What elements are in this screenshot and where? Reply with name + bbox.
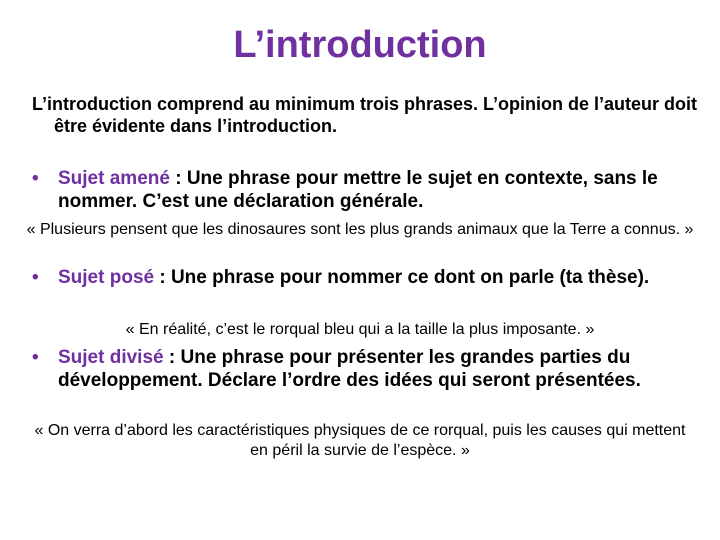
bullet-text: : Une phrase pour présenter les grandes parties du développement. Déclare l’ordre des idées qui seront présentées. xyxy=(58,347,641,391)
slide-title: L’introduction xyxy=(233,24,487,66)
intro-paragraph: L’introduction comprend au minimum trois phrases. L’opinion de l’auteur doit être évidente dans l’introduction. xyxy=(32,94,698,136)
bullet-text: : Une phrase pour nommer ce dont on parle (ta thèse). xyxy=(154,267,650,288)
example-quote-pose: « En réalité, c’est le rorqual bleu qui a la taille la plus imposante. » xyxy=(125,321,595,338)
bullet-dot: • xyxy=(32,347,39,368)
example-quote-divise: « On verra d’abord les caractéristiques physiques de ce rorqual, puis les causes qui mettent en péril la survie de l’espèce. » xyxy=(34,422,686,459)
bullet-dot: • xyxy=(32,168,39,189)
bullet-term: Sujet divisé xyxy=(58,347,164,368)
example-quote-amene: « Plusieurs pensent que les dinosaures sont les plus grands animaux que la Terre a connus. » xyxy=(26,221,694,238)
bullet-term: Sujet posé xyxy=(58,267,155,288)
bullet-sujet-divise xyxy=(32,346,682,392)
bullet-term: Sujet amené xyxy=(58,168,170,189)
bullet-sujet-amene xyxy=(32,167,682,213)
bullet-text: : Une phrase pour mettre le sujet en contexte, sans le nommer. C’est une déclaration générale. xyxy=(58,168,658,212)
bullet-dot: • xyxy=(32,267,39,288)
bullet-sujet-pose xyxy=(32,266,682,289)
